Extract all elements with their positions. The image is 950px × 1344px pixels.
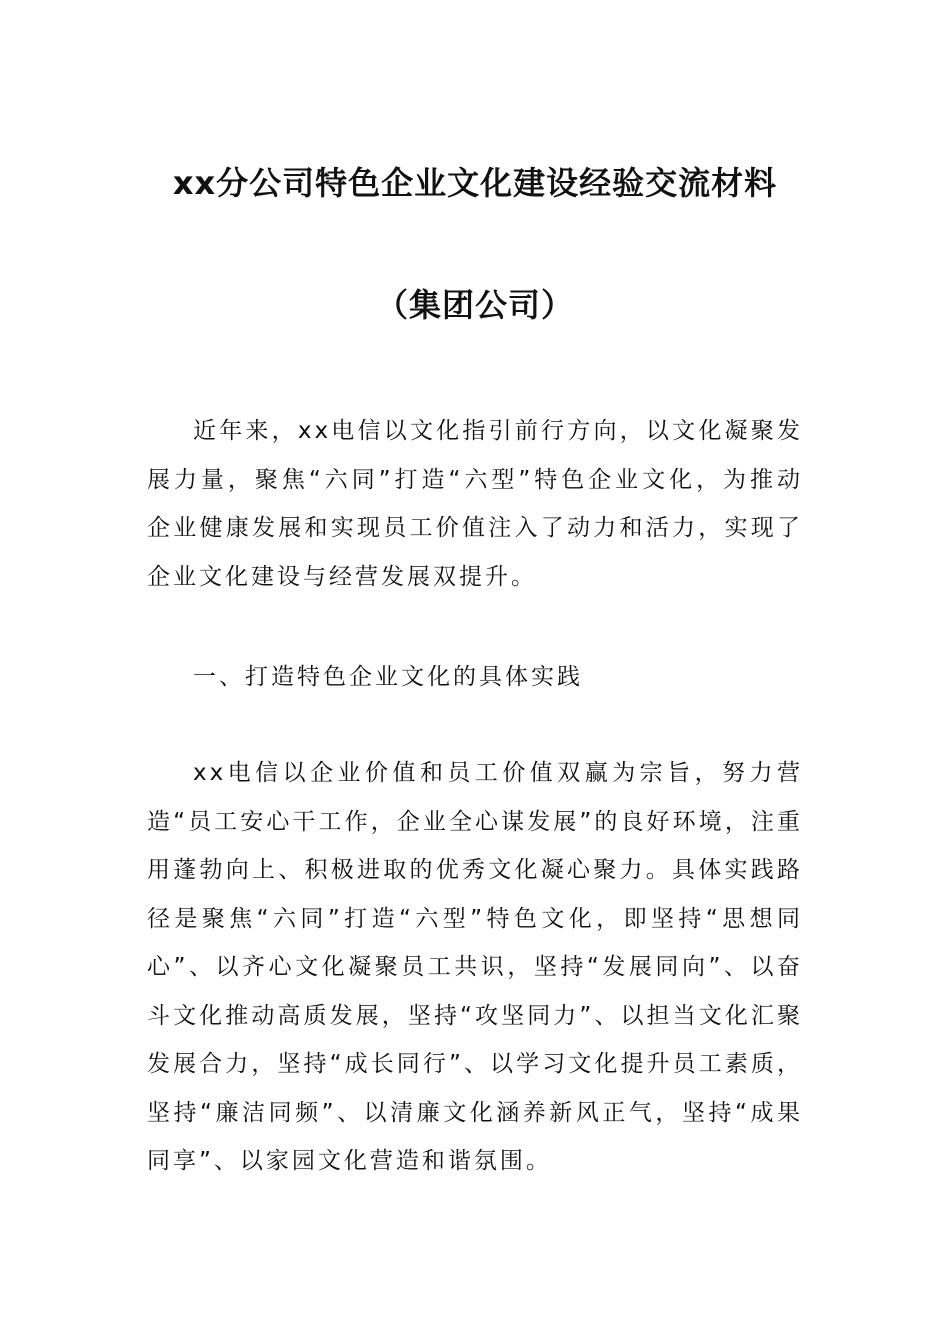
document-title: xx分公司特色企业文化建设经验交流材料 — [172, 164, 778, 202]
intro-paragraph: 近年来，xx电信以文化指引前行方向，以文化凝聚发展力量，聚焦“六同”打造“六型”特色企业文化，为推动企业健康发展和实现员工价值注入了动力和活力，实现了企业文化建设与经营发展双提升。 — [147, 418, 803, 590]
body-paragraph: xx电信以企业价值和员工价值双赢为宗旨，努力营造“员工安心干工作，企业全心谋发展”的良好环境，注重用蓬勃向上、积极进取的优秀文化凝心聚力。具体实践路径是聚焦“六同”打造“六型”特色文化，即坚持“思想同心”、以齐心文化凝聚员工共识，坚持“发展同向”、以奋斗文化推动高质发展，坚持“攻坚同力”、以担当文化汇聚发展合力，坚持“成长同行”、以学习文化提升员工素质，坚持“廉洁同频”、以清廉文化涵养新风正气，坚持“成果同享”、以家园文化营造和谐氛围。 — [147, 760, 803, 1174]
document-subtitle: （集团公司） — [375, 286, 574, 324]
section-heading: 一、打造特色企业文化的具体实践 — [193, 664, 583, 690]
